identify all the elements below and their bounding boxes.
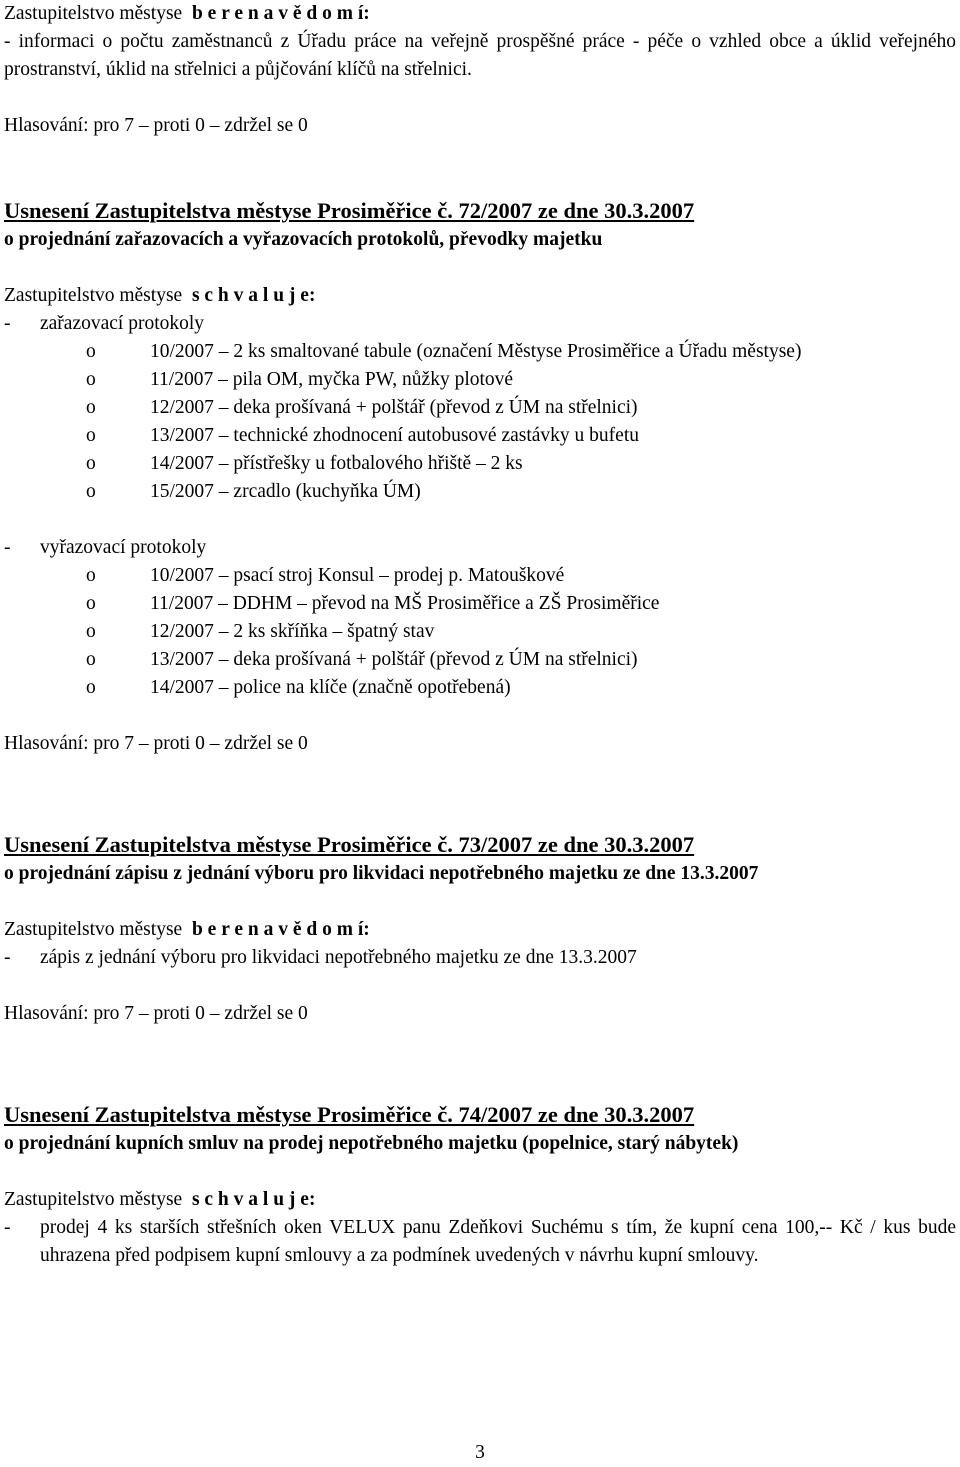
- resolution-subtitle: o projednání zařazovacích a vyřazovacích protokolů, převodky majetku: [4, 229, 603, 250]
- dash-marker: -: [4, 313, 11, 334]
- page-number: 3: [475, 1442, 485, 1463]
- resolution-item: [4, 1214, 956, 1270]
- list-item-text: 10/2007 – 2 ks smaltované tabule (označení Městyse Prosiměřice a Úřadu městyse): [150, 341, 802, 362]
- list-item: [4, 618, 956, 646]
- item-text: prodej 4 ks starších střešních oken VELUX panu Zdeňkovi Suchému s tím, že kupní cena 100,-- Kč / kus bude uhrazena před podpisem kupní smlouvy a za podmínek uvedených v návrhu kupní smlouvy.: [40, 1217, 956, 1266]
- list-item-text: 14/2007 – police na klíče (značně opotřebená): [150, 677, 511, 698]
- heading-action: b e r e n a v ě d o m í:: [191, 919, 370, 940]
- bullet-marker: o: [86, 341, 96, 362]
- resolution-heading: [4, 1186, 956, 1214]
- list-item: [4, 338, 956, 366]
- list-item: [4, 674, 956, 702]
- resolution-item: [4, 944, 956, 972]
- resolution-subtitle: o projednání kupních smluv na prodej nepotřebného majetku (popelnice, starý nábytek): [4, 1133, 739, 1154]
- item-text: zápis z jednání výboru pro likvidaci nepotřebného majetku ze dne 13.3.2007: [40, 947, 637, 968]
- dash-marker: -: [4, 1217, 11, 1238]
- resolution-title: Usnesení Zastupitelstva městyse Prosiměřice č. 74/2007 ze dne 30.3.2007: [4, 1102, 695, 1127]
- list-item-text: 13/2007 – deka prošívaná + polštář (převod z ÚM na střelnici): [150, 649, 638, 670]
- dash-marker: -: [4, 947, 11, 968]
- protocol-list-vyrazovaci: [4, 562, 956, 702]
- bullet-marker: o: [86, 649, 96, 670]
- bullet-marker: o: [86, 397, 96, 418]
- heading-action: s c h v a l u j e:: [191, 1189, 316, 1210]
- vote-line: Hlasování: pro 7 – proti 0 – zdržel se 0: [4, 1003, 308, 1024]
- heading-prefix: Zastupitelstvo městyse: [4, 919, 183, 940]
- list-item: [4, 590, 956, 618]
- bullet-marker: o: [86, 621, 96, 642]
- bullet-marker: o: [86, 565, 96, 586]
- list-item-text: 11/2007 – DDHM – převod na MŠ Prosiměřice a ZŠ Prosiměřice: [150, 593, 660, 614]
- bullet-marker: o: [86, 481, 96, 502]
- resolution-subtitle: o projednání zápisu z jednání výboru pro likvidaci nepotřebného majetku ze dne 13.3.2007: [4, 863, 759, 884]
- heading-action: s c h v a l u j e:: [191, 285, 316, 306]
- list-item: [4, 478, 956, 506]
- bullet-marker: o: [86, 593, 96, 614]
- resolution-74: [4, 1100, 956, 1270]
- vote-line: Hlasování: pro 7 – proti 0 – zdržel se 0: [4, 733, 308, 754]
- dash-marker: -: [4, 537, 11, 558]
- list-item: [4, 646, 956, 674]
- bullet-marker: o: [86, 453, 96, 474]
- list-item: [4, 450, 956, 478]
- section-top: [4, 0, 956, 140]
- group-label-zarazovaci: [4, 310, 956, 338]
- bullet-marker: o: [86, 677, 96, 698]
- list-item: [4, 394, 956, 422]
- list-item: [4, 422, 956, 450]
- resolution-heading: [4, 916, 956, 944]
- resolution-title: Usnesení Zastupitelstva městyse Prosiměřice č. 73/2007 ze dne 30.3.2007: [4, 832, 695, 857]
- vote-line: Hlasování: pro 7 – proti 0 – zdržel se 0: [4, 115, 308, 136]
- resolution-heading: [4, 282, 956, 310]
- resolution-heading: [4, 0, 956, 28]
- resolution-72: [4, 196, 956, 758]
- heading-prefix: Zastupitelstvo městyse: [4, 1189, 183, 1210]
- resolution-title: Usnesení Zastupitelstva městyse Prosiměřice č. 72/2007 ze dne 30.3.2007: [4, 198, 695, 223]
- group-label-vyrazovaci: [4, 534, 956, 562]
- bullet-marker: o: [86, 425, 96, 446]
- bullet-marker: o: [86, 369, 96, 390]
- list-item-text: 11/2007 – pila OM, myčka PW, nůžky plotové: [150, 369, 514, 390]
- heading-prefix: Zastupitelstvo městyse: [4, 3, 183, 24]
- list-item-text: 10/2007 – psací stroj Konsul – prodej p. Matouškové: [150, 565, 565, 586]
- heading-action: b e r e n a v ě d o m í:: [191, 3, 370, 24]
- group-label: zařazovací protokoly: [40, 313, 205, 334]
- list-item-text: 13/2007 – technické zhodnocení autobusové zastávky u bufetu: [150, 425, 639, 446]
- item-text: - informaci o počtu zaměstnanců z Úřadu práce na veřejně prospěšné práce - péče o vzhled obce a úklid veřejného prostranství, úklid na střelnici a půjčování klíčů na střelnici.: [4, 31, 956, 80]
- heading-prefix: Zastupitelstvo městyse: [4, 285, 183, 306]
- list-item-text: 12/2007 – deka prošívaná + polštář (převod z ÚM na střelnici): [150, 397, 638, 418]
- document-page: [4, 0, 956, 1270]
- list-item: [4, 562, 956, 590]
- list-item-text: 15/2007 – zrcadlo (kuchyňka ÚM): [150, 481, 421, 502]
- list-item: [4, 366, 956, 394]
- list-item-text: 14/2007 – přístřešky u fotbalového hřiště – 2 ks: [150, 453, 523, 474]
- list-item-text: 12/2007 – 2 ks skříňka – špatný stav: [150, 621, 435, 642]
- group-label: vyřazovací protokoly: [40, 537, 207, 558]
- resolution-73: [4, 830, 956, 1028]
- protocol-list-zarazovaci: [4, 338, 956, 506]
